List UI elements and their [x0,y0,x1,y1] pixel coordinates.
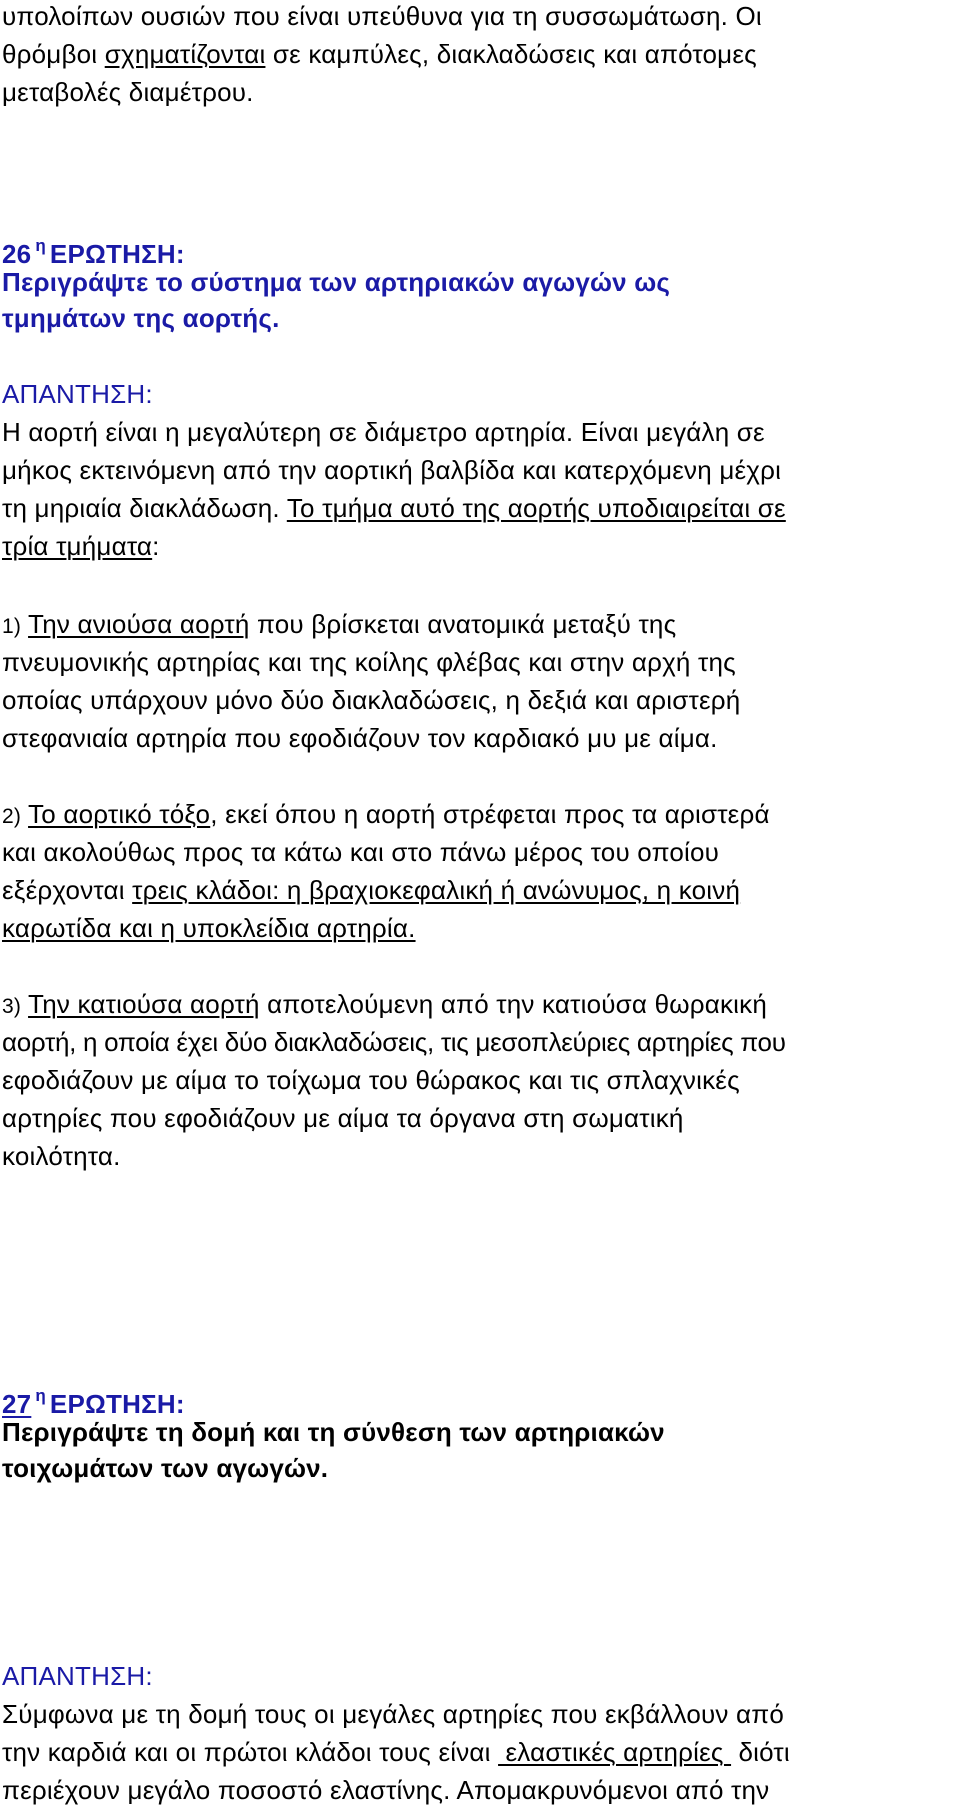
intro-line-2-text-a: θρόμβοι [2,39,105,69]
q26-answer-line-3-text-a: τη μηριαία διακλάδωση. [2,493,287,523]
q26-heading [2,230,185,270]
q26-point-2-line-4 [2,912,416,944]
q26-point-1-line-2 [2,646,736,678]
intro-line-2 [2,38,757,70]
q27-answer-line-1 [2,1698,784,1730]
q27-answer-line-3 [2,1774,769,1806]
q26-answer-label-text: ΑΠΑΝΤΗΣΗ: [2,379,153,409]
q26-point-2-text: , εκεί όπου η αορτή στρέφεται προς τα αριστερά [210,799,770,829]
q27-question-line-2 [2,1452,328,1484]
q26-point-2-line-3-text: εξέρχονται [2,875,133,905]
q26-answer-label [2,378,153,410]
q26-point-3-line-5 [2,1140,121,1172]
q26-number: 26 [2,239,32,269]
intro-line-1-text: υπολοίπων ουσιών που είναι υπεύθυνα για τη συσσωμάτωση. Οι [2,1,762,31]
q26-point-2-line-2-text: και ακολούθως προς τα κάτω και στο πάνω μέρος του οποίου [2,837,720,867]
q26-point-3-line-3 [2,1064,740,1096]
q26-point-2-line-4-underlined: καρωτίδα και η υποκλείδια αρτηρία. [2,913,416,943]
q26-point-3-number: 3) [2,995,22,1018]
intro-line-2-text-b: σε καμπύλες, διακλαδώσεις και απότομες [265,39,757,69]
q27-answer-label-text: ΑΠΑΝΤΗΣΗ: [2,1661,153,1691]
q27-ordinal: η [35,1386,46,1405]
q26-answer-line-4 [2,530,160,562]
q26-point-1-term: Την ανιούσα αορτή [28,609,250,639]
q26-point-3-line-4 [2,1102,684,1134]
q26-point-1-line-2-text: πνευμονικής αρτηρίας και της κοίλης φλέβας και στην αρχή της [2,647,736,677]
q26-ordinal: η [35,236,46,255]
q27-label: ΕΡΩΤΗΣΗ: [49,1389,185,1419]
q26-answer-line-3 [2,492,786,524]
q26-label: ΕΡΩΤΗΣΗ: [49,239,185,269]
intro-line-3 [2,76,254,108]
q27-question-line-2-text: τοιχωμάτων των αγωγών. [2,1453,329,1483]
q27-answer-line-2-underlined: ελαστικές αρτηρίες [498,1737,732,1767]
intro-line-3-text: μεταβολές διαμέτρου. [2,77,254,107]
q26-point-2-line-1 [2,798,770,833]
q26-answer-line-3-underlined: Το τμήμα αυτό της αορτής υποδιαιρείται σε [286,493,786,523]
q26-point-1-text: που βρίσκεται ανατομικά μεταξύ της [249,609,677,639]
q26-point-3-line-3-text: εφοδιάζουν με αίμα το τοίχωμα του θώρακος και τις σπλαχνικές [2,1065,740,1095]
q27-answer-line-2 [2,1736,790,1768]
q26-point-3-line-4-text: αρτηρίες που εφοδιάζουν με αίμα τα όργανα στη σωματική [2,1103,684,1133]
q26-point-1-line-4 [2,722,718,754]
q26-point-3-text: αποτελούμενη από την κατιούσα θωρακική [259,989,767,1019]
q26-point-2-line-3-underlined: τρεις κλάδοι: η βραχιοκεφαλική ή ανώνυμος, η κοινή [132,875,741,905]
q26-answer-line-4-text: : [152,531,160,561]
intro-line-1 [2,0,762,32]
q27-answer-line-2-text-a: την καρδιά και οι πρώτοι κλάδοι τους είναι [2,1737,499,1767]
q26-answer-line-4-underlined: τρία τμήματα [2,531,153,561]
q26-answer-line-1 [2,416,765,448]
q26-point-2-term: Το αορτικό τόξο [28,799,211,829]
q26-answer-line-2 [2,454,781,486]
q26-question-line-1-text: Περιγράψτε το σύστημα των αρτηριακών αγωγών ως [2,267,671,297]
q26-point-1-number: 1) [2,615,22,638]
q27-question-line-1 [2,1416,665,1448]
q26-point-3-line-1 [2,988,767,1023]
intro-line-2-underlined: σχηματίζονται [104,39,266,69]
q26-point-1-line-3 [2,684,740,716]
q27-heading [2,1380,185,1420]
q27-answer-label [2,1660,153,1692]
q27-answer-line-2-text-b: διότι [731,1737,790,1767]
q26-point-3-term: Την κατιούσα αορτή [28,989,260,1019]
q27-answer-line-1-text: Σύμφωνα με τη δομή τους οι μεγάλες αρτηρίες που εκβάλλουν από [2,1699,785,1729]
q26-point-2-number: 2) [2,805,22,828]
q26-point-1-line-4-text: στεφανιαία αρτηρία που εφοδιάζουν τον καρδιακό μυ με αίμα. [2,723,718,753]
q26-point-3-line-5-text: κοιλότητα. [2,1141,121,1171]
q26-question-line-2-text: τμημάτων της αορτής. [2,303,280,333]
q26-point-2-line-2 [2,836,719,868]
q26-answer-line-1-text: Η αορτή είναι η μεγαλύτερη σε διάμετρο αρτηρία. Είναι μεγάλη σε [2,417,765,447]
q26-answer-line-2-text: μήκος εκτεινόμενη από την αορτική βαλβίδα και κατερχόμενη μέχρι [2,455,782,485]
q26-point-2-line-3 [2,874,740,906]
q26-question-line-2 [2,302,280,334]
q27-answer-line-3-text: περιέχουν μεγάλο ποσοστό ελαστίνης. Απομακρυνόμενοι από την [2,1775,770,1805]
q26-point-1-line-3-text: οποίας υπάρχουν μόνο δύο διακλαδώσεις, η δεξιά και αριστερή [2,685,741,715]
q26-point-3-line-2 [2,1026,786,1058]
q27-number: 27 [2,1389,32,1419]
q26-point-1-line-1 [2,608,676,643]
q26-question-line-1 [2,266,670,298]
q27-question-line-1-text: Περιγράψτε τη δομή και τη σύνθεση των αρτηριακών [2,1417,665,1447]
q26-point-3-line-2-text: αορτή, η οποία έχει δύο διακλαδώσεις, τις μεσοπλεύριες αρτηρίες που [2,1027,786,1057]
